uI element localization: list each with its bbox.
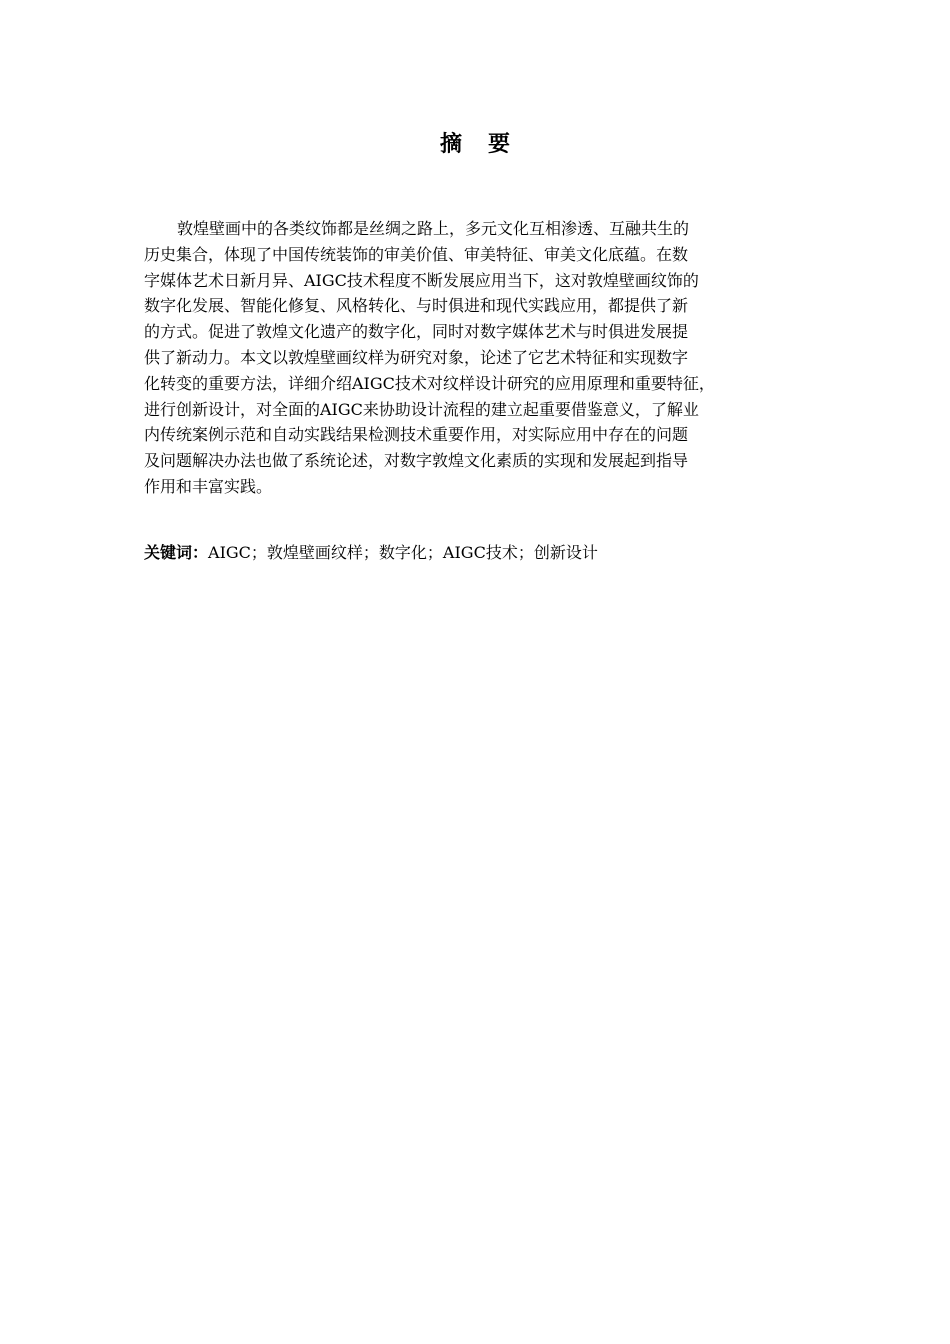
abstract-line: 作用和丰富实践。: [144, 476, 273, 496]
abstract-line: 历史集合，体现了中国传统装饰的审美价值、审美特征、审美文化底蕴。在数: [144, 244, 689, 264]
abstract-line: 字媒体艺术日新月异、AIGC技术程度不断发展应用当下，这对敦煌壁画纹饰的: [144, 270, 699, 290]
abstract-line: 供了新动力。本文以敦煌壁画纹样为研究对象，论述了它艺术特征和实现数字: [144, 347, 689, 367]
abstract-line: 敦煌壁画中的各类纹饰都是丝绸之路上，多元文化互相渗透、互融共生的: [177, 219, 690, 238]
title-char-1: 摘: [439, 132, 462, 157]
keywords-line: [144, 540, 816, 566]
abstract-line: 数字化发展、智能化修复、风格转化、与时俱进和现代实践应用，都提供了新: [144, 296, 689, 316]
title-char-2: 要: [488, 132, 511, 157]
page-title: [0, 127, 950, 158]
abstract-line: 的方式。促进了敦煌文化遗产的数字化，同时对数字媒体艺术与时俱进发展提: [144, 322, 689, 342]
abstract-line: 内传统案例示范和自动实践结果检测技术重要作用，对实际应用中存在的问题: [144, 425, 689, 445]
abstract-line: 化转变的重要方法，详细介绍AIGC技术对纹样设计研究的应用原理和重要特征，: [144, 373, 715, 393]
keywords-label: 关键词：: [144, 543, 209, 562]
abstract-line: 及问题解决办法也做了系统论述，对数字敦煌文化素质的实现和发展起到指导: [144, 451, 689, 471]
abstract-body: [144, 216, 816, 500]
keywords-text: AIGC；敦煌壁画纹样；数字化；AIGC技术；创新设计: [208, 543, 598, 562]
abstract-line: 进行创新设计，对全面的AIGC来协助设计流程的建立起重要借鉴意义，了解业: [144, 399, 699, 419]
